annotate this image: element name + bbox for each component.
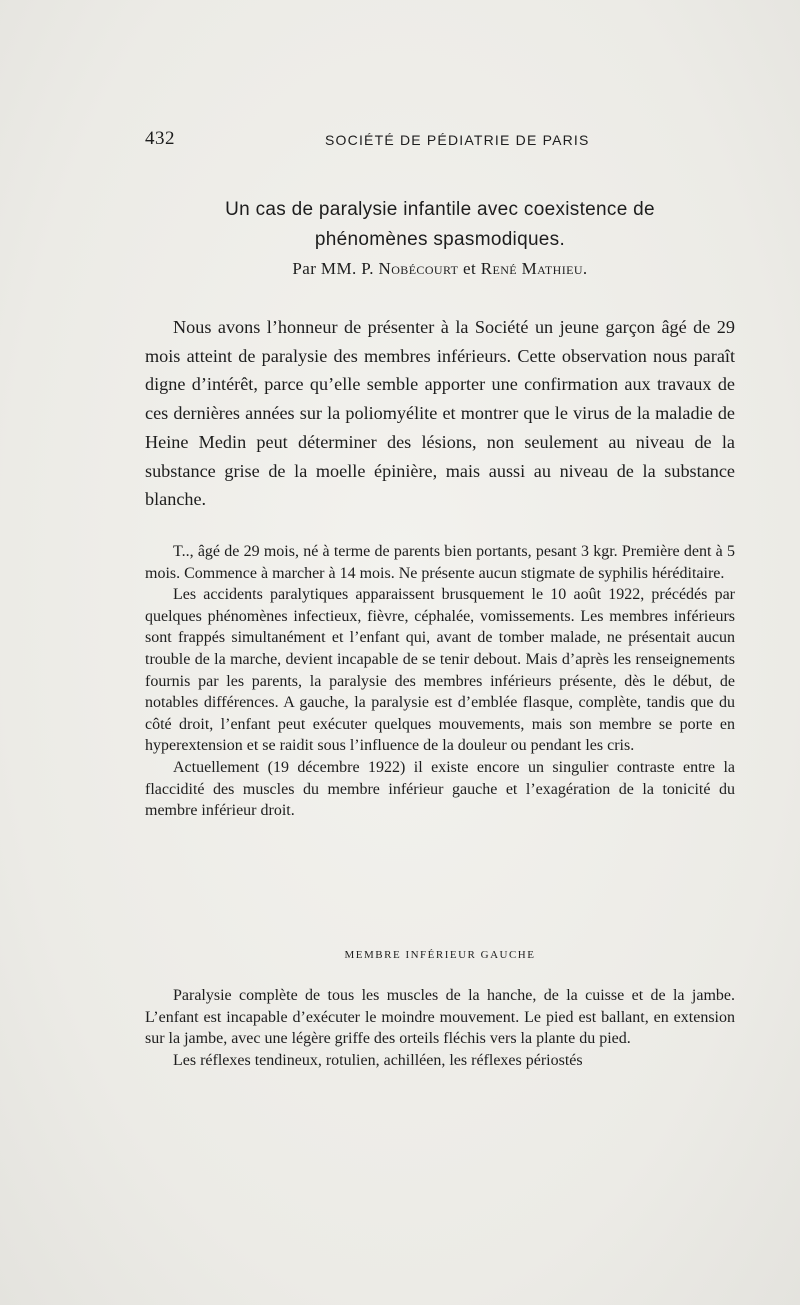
section-heading: MEMBRE INFÉRIEUR GAUCHE <box>344 949 536 961</box>
authors-prefix: Par MM. P. <box>292 259 379 278</box>
authors-suffix: . <box>582 259 588 278</box>
intro-paragraph <box>145 313 735 514</box>
article-title <box>145 195 735 255</box>
section-paragraph: Les réflexes tendineux, rotulien, achilléen, les réflexes périostés <box>173 1051 583 1069</box>
journal-title: SOCIÉTÉ DE PÉDIATRIE DE PARIS <box>325 132 590 148</box>
case-paragraph: Les accidents paralytiques apparaissent brusquement le 10 août 1922, précédés par quelques phénomènes infectieux, fièvre, céphalée, vomissements. Les membres inférieurs sont frappés simultanément et l’enfant qui, avant de tomber malade, ne présentait aucun trouble de la marche, devient incapable de se tenir debout. Mais d’après les renseignements fournis par les parents, la paralysie des membres inférieurs présente, dès le début, de notables différences. A gauche, la paralysie est d’emblée flasque, complète, tandis que du côté droit, l’enfant peut exécuter quelques mouvements, mais son membre se porte en hyperextension et se raidit sous l’influence de la douleur ou pendant les cris. <box>145 586 735 755</box>
running-header <box>145 128 735 152</box>
case-paragraph: Actuellement (19 décembre 1922) il existe encore un singulier contraste entre la flaccidité des muscles du membre inférieur gauche et l’exagération de la tonicité du membre inférieur droit. <box>145 758 735 820</box>
section-paragraph: Paralysie complète de tous les muscles de la hanche, de la cuisse et de la jambe. L’enfant est incapable d’exécuter le moindre mouvement. Le pied est ballant, en extension sur la jambe, avec une légère griffe des orteils fléchis vers la plante du pied. <box>145 987 735 1048</box>
intro-text: Nous avons l’honneur de présenter à la Société un jeune garçon âgé de 29 mois atteint de paralysie des membres inférieurs. Cette observation nous paraît digne d’intérêt, parce qu’elle semble apporter une confirmation aux travaux de ces dernières années sur la poliomyélite et montrer que le virus de la maladie de Heine Medin peut déterminer des lésions, non seulement au niveau de la substance grise de la moelle épinière, mais aussi au niveau de la substance blanche. <box>145 317 735 510</box>
author-mathieu: René Mathieu <box>480 259 583 278</box>
article-authors <box>145 259 735 279</box>
article-title-line-1: Un cas de paralysie infantile avec coexistence de <box>225 199 655 220</box>
author-nobecourt: Nobécourt <box>378 259 459 278</box>
article-title-line-2: phénomènes spasmodiques. <box>314 229 566 250</box>
section-body <box>145 985 735 1071</box>
case-paragraph: T.., âgé de 29 mois, né à terme de parents bien portants, pesant 3 kgr. Première dent à 5 mois. Commence à marcher à 14 mois. Ne présente aucun stigmate de syphilis héréditaire. <box>145 543 735 582</box>
authors-joiner: et <box>458 259 481 278</box>
page-number: 432 <box>145 128 175 149</box>
case-report <box>145 541 735 822</box>
